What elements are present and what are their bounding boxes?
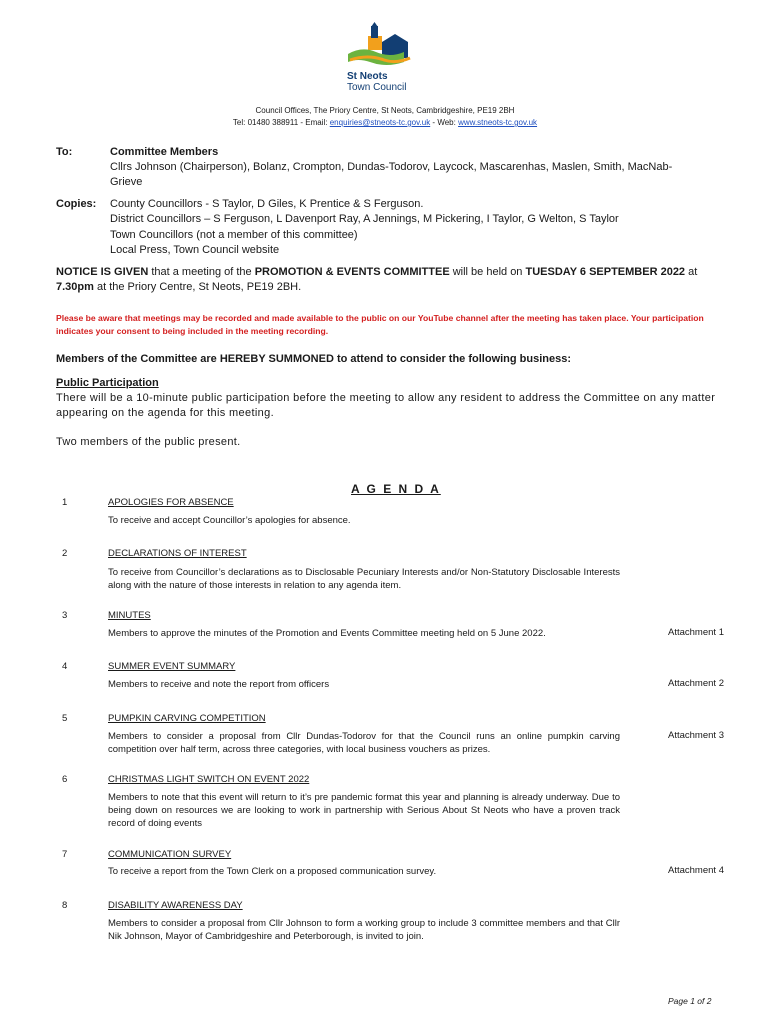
logo-subtitle: Town Council — [347, 82, 407, 93]
item-title: PUMPKIN CARVING COMPETITION — [108, 713, 266, 724]
agenda-heading: A G E N D A — [351, 482, 441, 496]
logo-title: St Neots — [347, 71, 388, 82]
copies-line: District Councillors – S Ferguson, L Davenport Ray, A Jennings, M Pickering, I Taylor, G Welton, S Taylor — [110, 213, 619, 225]
to-members-line2: Grieve — [110, 176, 143, 188]
meeting-notice: NOTICE IS GIVEN that a meeting of the PROMOTION & EVENTS COMMITTEE will be held on TUESDAY 6 SEPTEMBER 2022 at 7.30pm at the Priory Centre, St Neots, PE19 2BH. — [56, 266, 698, 293]
item-number: 6 — [62, 774, 68, 785]
item-description: To receive from Councillor’s declarations as to Disclosable Pecuniary Interests and/or Non-Statutory Disclosable Interests along with the nature of those interests in relation to any agenda item. — [108, 567, 620, 591]
item-description: To receive a report from the Town Clerk on a proposed communication survey. — [108, 866, 437, 877]
item-title: DECLARATIONS OF INTEREST — [108, 548, 247, 559]
tel-text: Tel: 01480 388911 - Email: — [232, 118, 330, 127]
item-number: 1 — [62, 497, 68, 508]
item-title: DISABILITY AWARENESS DAY — [108, 900, 243, 911]
item-attachment[interactable]: Attachment 3 — [668, 730, 724, 741]
item-title: CHRISTMAS LIGHT SWITCH ON EVENT 2022 — [108, 774, 310, 785]
item-title: APOLOGIES FOR ABSENCE — [108, 497, 234, 508]
website-link[interactable]: www.stneots-tc.gov.uk — [458, 118, 538, 127]
copies-line: Local Press, Town Council website — [110, 244, 280, 256]
item-attachment[interactable]: Attachment 2 — [668, 678, 724, 689]
public-present-text: Two members of the public present. — [56, 436, 241, 448]
address-line: Council Offices, The Priory Centre, St Neots, Cambridgeshire, PE19 2BH — [255, 106, 515, 115]
page-number: Page 1 of 2 — [668, 996, 712, 1006]
to-label: To: — [56, 146, 73, 158]
item-description: Members to note that this event will return to it’s pre pandemic format this year and planning is already underway. Due to being down on resources we are looking to work in partnership with Serious About St Neots who have a proven track record of doing events — [108, 792, 620, 829]
to-heading: Committee Members — [110, 146, 219, 158]
web-prefix: - Web: — [430, 118, 459, 127]
public-participation-heading: Public Participation — [56, 377, 159, 389]
contact-line — [0, 118, 770, 127]
email-link[interactable]: enquiries@stneots-tc.gov.uk — [329, 118, 431, 127]
item-title: COMMUNICATION SURVEY — [108, 849, 232, 860]
item-number: 3 — [62, 610, 68, 621]
copies-label: Copies: — [56, 198, 97, 210]
item-title: MINUTES — [108, 610, 151, 621]
item-number: 7 — [62, 849, 68, 860]
item-number: 5 — [62, 713, 68, 724]
item-number: 8 — [62, 900, 68, 911]
public-participation-text: There will be a 10-minute public participation before the meeting to allow any resident to address the Committee on any matter appearing on the agenda for this meeting. — [56, 392, 716, 419]
item-number: 4 — [62, 661, 68, 672]
item-description: To receive and accept Councillor’s apologies for absence. — [108, 515, 351, 526]
recording-notice: Please be aware that meetings may be recorded and made available to the public on our YouTube channel after the meeting has taken place. Your participation indicates your consent to being included in the meeting recording. — [56, 313, 704, 336]
item-attachment[interactable]: Attachment 1 — [668, 627, 724, 638]
item-title: SUMMER EVENT SUMMARY — [108, 661, 236, 672]
item-attachment[interactable]: Attachment 4 — [668, 865, 724, 876]
item-description: Members to approve the minutes of the Promotion and Events Committee meeting held on 5 June 2022. — [108, 628, 546, 639]
summons-text: Members of the Committee are HEREBY SUMMONED to attend to consider the following business: — [56, 353, 572, 365]
item-description: Members to consider a proposal from Cllr Johnson to form a working group to include 3 committee members and that Cllr Nik Johnson, Mayor of Cambridgeshire and Peterborough, is invited to join. — [108, 918, 620, 942]
item-description: Members to receive and note the report from officers — [108, 679, 330, 690]
item-number: 2 — [62, 548, 68, 559]
copies-line: County Councillors - S Taylor, D Giles, K Prentice & S Ferguson. — [110, 198, 424, 210]
town-council-logo — [340, 22, 420, 70]
copies-line: Town Councillors (not a member of this committee) — [110, 229, 358, 241]
item-description: Members to consider a proposal from Cllr Dundas-Todorov for that the Council runs an online pumpkin carving competition over half term, across three categories, with local business vouchers as prizes. — [108, 731, 620, 755]
to-members-line1: Cllrs Johnson (Chairperson), Bolanz, Crompton, Dundas-Todorov, Laycock, Mascarenhas, Maslen, Smith, MacNab- — [110, 161, 673, 173]
